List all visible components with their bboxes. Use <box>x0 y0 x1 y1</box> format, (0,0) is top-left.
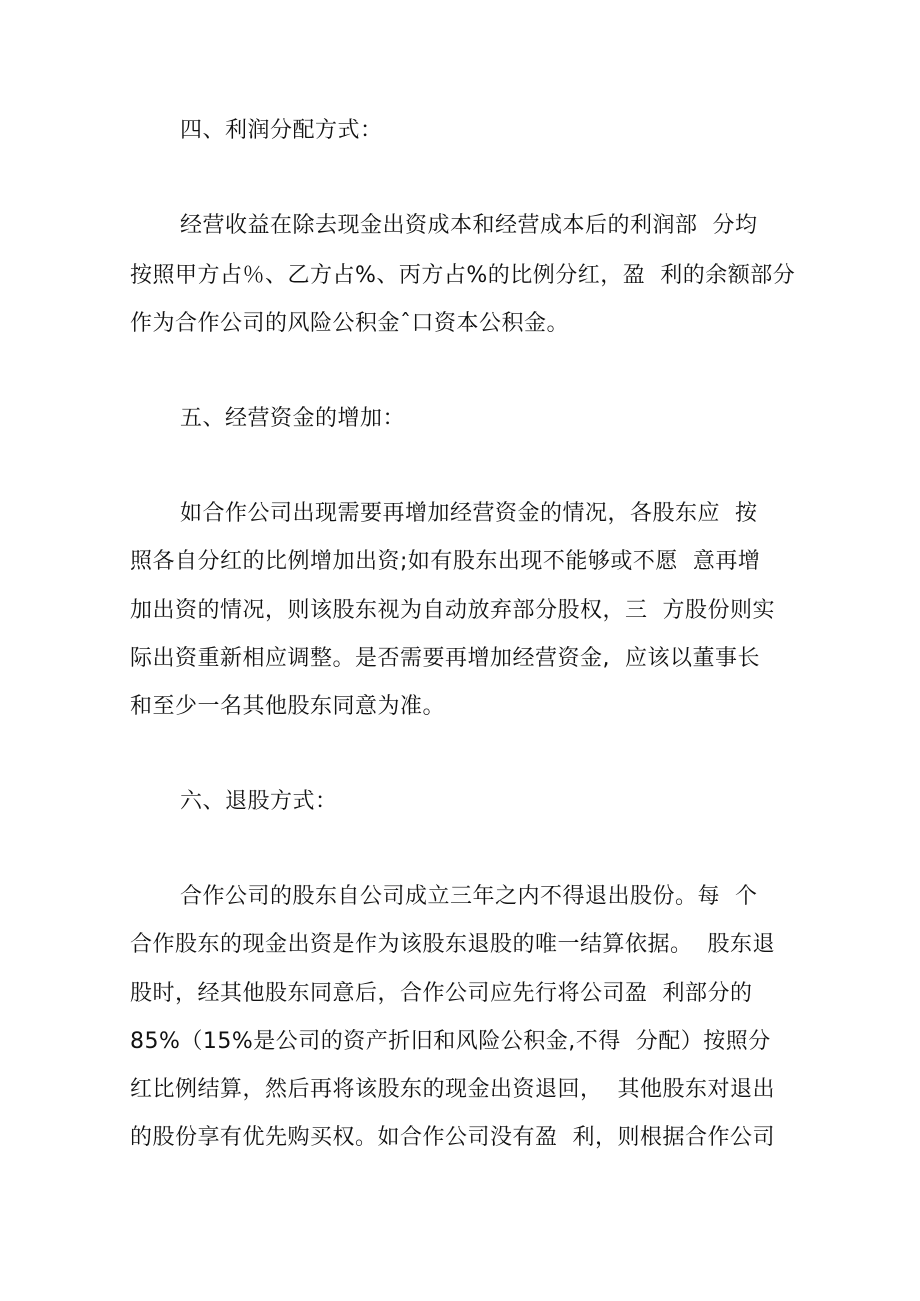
section-heading-capital-increase: 五、经营资金的增加： <box>180 406 406 431</box>
paragraph-line: 和至少一名其他股东同意为准。 <box>130 694 446 719</box>
paragraph-line: 加出资的情况，则该股东视为自动放弃部分股权，三 方股份则实 <box>130 598 775 623</box>
paragraph-line: 的股份享有优先购买权。如合作公司没有盈 利，则根据合作公司 <box>130 1125 775 1150</box>
paragraph-line: 按照甲方占％、乙方占%、丙方占%的比例分红，盈 利的余额部分 <box>130 263 796 288</box>
paragraph-line: 照各自分红的比例增加出资;如有股东出现不能够或不愿 意再增 <box>130 549 761 574</box>
section-heading-profit-distribution: 四、利润分配方式： <box>180 118 383 143</box>
paragraph-line: 经营收益在除去现金出资成本和经营成本后的利润部 分均 <box>180 213 758 238</box>
paragraph-line: 85%（15%是公司的资产折旧和风险公积金,不得 分配）按照分 <box>130 1029 771 1054</box>
paragraph-line: 股时，经其他股东同意后，合作公司应先行将公司盈 利部分的 <box>130 981 753 1006</box>
section-heading-share-withdrawal: 六、退股方式： <box>180 789 338 814</box>
paragraph-line: 红比例结算，然后再将该股东的现金出资退回， 其他股东对退出 <box>130 1077 775 1102</box>
paragraph-line: 合作公司的股东自公司成立三年之内不得退出股份。每 个 <box>180 884 758 909</box>
paragraph-line: 合作股东的现金出资是作为该股东退股的唯一结算依据。 股东退 <box>130 932 775 957</box>
paragraph-line: 如合作公司出现需要再增加经营资金的情况，各股东应 按 <box>180 501 758 526</box>
paragraph-line: 际出资重新相应调整。是否需要再增加经营资金, 应该以董事长 <box>130 646 760 671</box>
paragraph-line: 作为合作公司的风险公积金ˆ口资本公积金。 <box>130 311 570 336</box>
